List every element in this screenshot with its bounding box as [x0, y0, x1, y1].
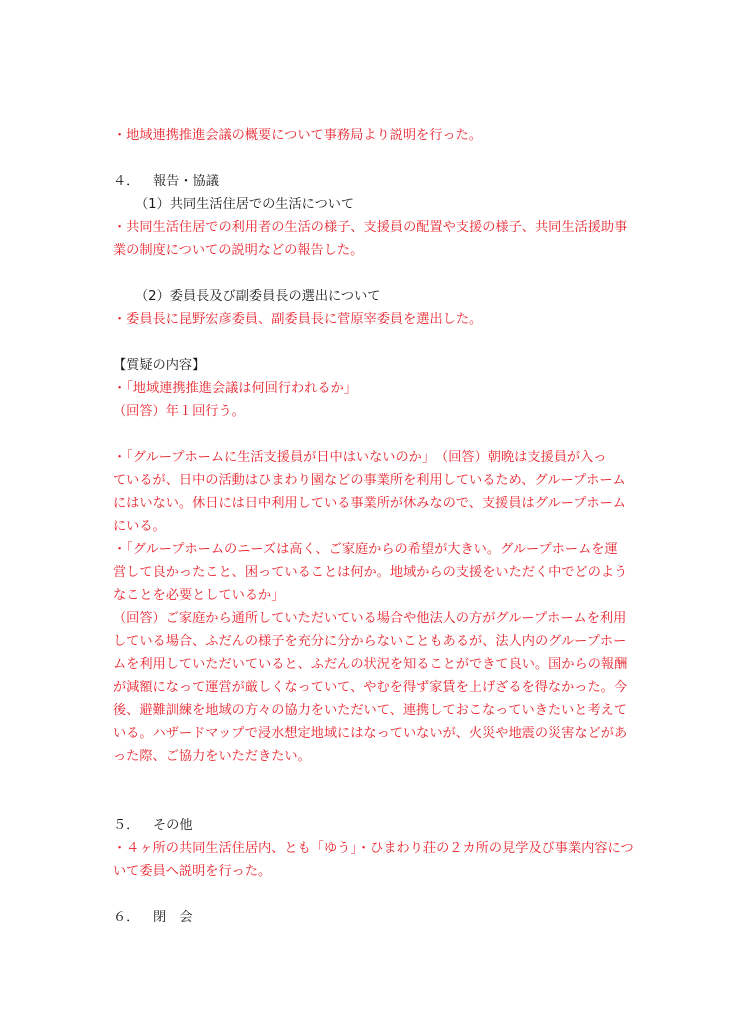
section-5-heading	[113, 814, 633, 837]
qa-3-line: いる。ハザードマップで浸水想定地域にはなっていないが、火災や地震の災害などがあ	[113, 726, 628, 741]
section-4-item-1-line: 業の制度についての説明などの報告した。	[113, 243, 364, 258]
section-4-title: 報告・協議	[153, 174, 219, 189]
qa-2-line: にはいない。休日には日中利用している事業所が休みなので、支援員はグループホーム	[113, 496, 626, 511]
qa-1-line: ・「地域連携推進会議は何回行われるか」	[113, 381, 357, 396]
qa-3-line: が減額になって運営が厳しくなっていて、やむを得ず家賃を上げざるを得なかった。今	[113, 680, 628, 695]
qa-3-line: った際、ご協力をいただきたい。	[113, 749, 311, 764]
qa-3-line: 後、避難訓練を地域の方々の協力をいただいて、連携しておこなっていきたいと考えて	[113, 703, 628, 718]
qa-3-line: ムを利用していただいていると、ふだんの状況を知ることができて良い。国からの報酬	[113, 657, 628, 672]
section-6-number: ６．	[113, 910, 140, 925]
qa-3-line: （回答）ご家庭から通所していただいている場合や他法人の方がグループホームを利用	[113, 611, 627, 626]
qa-3-line: ・「グループホームのニーズは高く、ご家庭からの希望が大きい。グループホームを運	[113, 542, 618, 557]
qa-heading: 【質疑の内容】	[113, 358, 206, 373]
section-5-line: ・４ヶ所の共同生活住居内、とも「ゆう」・ひまわり荘の２カ所の見学及び事業内容につ	[113, 841, 634, 856]
section-4-item-1-line: ・共同生活住居での利用者の生活の様子、支援員の配置や支援の様子、共同生活援助事	[113, 220, 628, 235]
section-4-item-2-heading: （2）委員長及び副委員長の選出について	[135, 289, 381, 304]
section-4-item-1-heading: （1）共同生活住居での生活について	[135, 197, 355, 212]
section-6-heading	[113, 906, 633, 929]
section-5-title: その他	[153, 818, 193, 833]
document-page	[113, 124, 633, 929]
section-5-line: いて委員へ説明を行った。	[113, 864, 272, 879]
section-4-heading	[113, 170, 633, 193]
section-5-number: ５．	[113, 818, 140, 833]
section-4-number: ４．	[113, 174, 140, 189]
section-4-item-2-line: ・委員長に昆野宏彦委員、副委員長に菅原宰委員を選出した。	[113, 312, 483, 327]
qa-3-line: している場合、ふだんの様子を充分に分からないこともあるが、法人内のグループホー	[113, 634, 627, 649]
qa-3-line: なことを必要としているか」	[113, 588, 285, 603]
qa-1-line: （回答）年１回行う。	[113, 404, 245, 419]
section-6-title: 閉 会	[153, 910, 193, 925]
intro-line: ・地域連携推進会議の概要について事務局より説明を行った。	[113, 128, 482, 143]
qa-2-line: にいる。	[113, 519, 166, 534]
qa-2-line: ・「グループホームに生活支援員が日中はいないのか」 （回答）朝晩は支援員が入っ	[113, 450, 607, 465]
qa-2-line: ているが、日中の活動はひまわり園などの事業所を利用しているため、グループホーム	[113, 473, 626, 488]
qa-3-line: 営して良かったこと、困っていることは何か。地域からの支援をいただく中でどのよう	[113, 565, 628, 580]
